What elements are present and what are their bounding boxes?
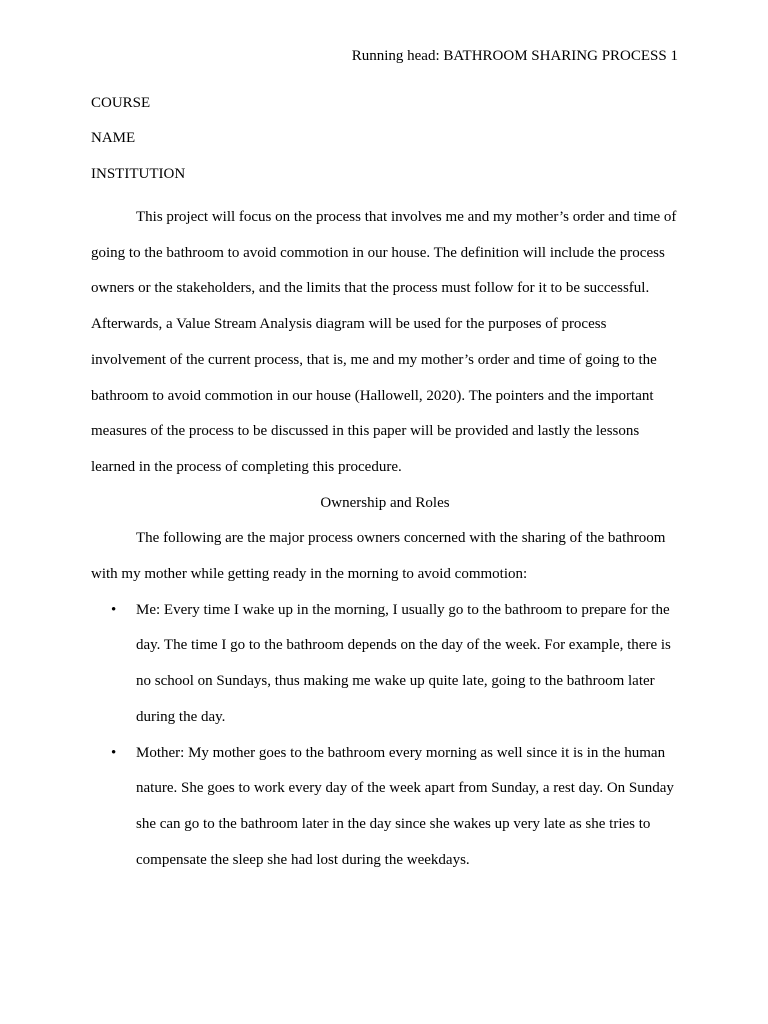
list-item-text: Mother: My mother goes to the bathroom every morning as well since it is in the human nature. She goes to work every day of the week apart from Sunday, a rest day. On Sunday she can go to the bathroom later in the day since she wakes up very late as she tries to compensate the sleep she had lost during the weekdays. — [136, 744, 674, 868]
section-paragraph: The following are the major process owners concerned with the sharing of the bathroom with my mother while getting ready in the morning to avoid commotion: — [91, 530, 666, 583]
running-head: Running head: BATHROOM SHARING PROCESS 1 — [351, 48, 678, 64]
list-item-text: Me: Every time I wake up in the morning, I usually go to the bathroom to prepare for the day. The time I go to the bathroom depends on the day of the week. For example, there is no school on Sundays, thus making me wake up quite late, going to the bathroom later during the day. — [136, 601, 671, 725]
process-owners-list — [91, 593, 679, 879]
list-item — [91, 736, 679, 879]
bullet-icon: • — [111, 601, 117, 618]
section-heading: Ownership and Roles — [320, 494, 450, 511]
document-body — [91, 200, 679, 878]
list-item — [91, 593, 679, 736]
intro-paragraph: This project will focus on the process that involves me and my mother’s order and time of going to the bathroom to avoid commotion in our house. The definition will include the process owners or the stakeholders, and the limits that the process must follow for it to be successful. Afterwards, a Value Stream Analysis diagram will be used for the purposes of process involvement of the current process, that is, me and my mother’s order and time of going to the bathroom to avoid commotion in our house (Hallowell, 2020). The pointers and the important measures of the process to be discussed in this paper will be provided and lastly the lessons learned in the process of completing this procedure. — [91, 209, 677, 475]
course-line: COURSE — [91, 95, 151, 111]
name-line: NAME — [91, 130, 136, 146]
bullet-icon: • — [111, 744, 117, 761]
institution-line: INSTITUTION — [91, 166, 186, 182]
